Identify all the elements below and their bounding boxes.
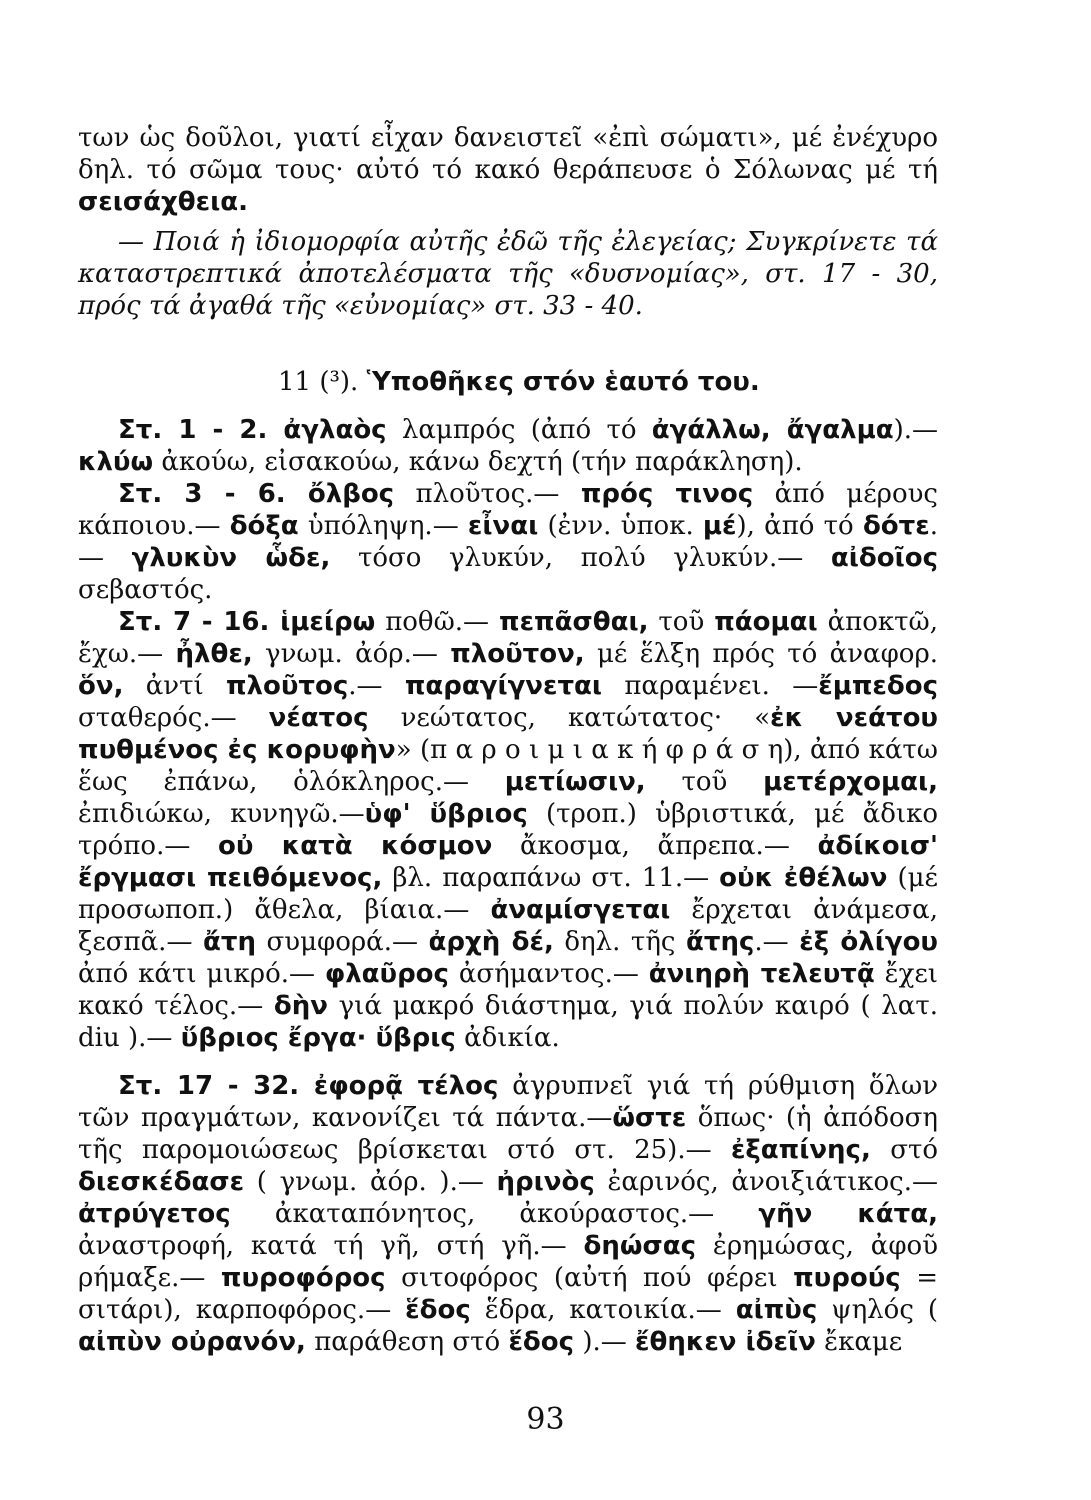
term: διεσκέδασε	[78, 1167, 245, 1197]
term: αἰπὺς	[735, 1295, 818, 1325]
term: πυροφόρος	[220, 1263, 386, 1293]
term: γλυκὺν ὧδε,	[131, 543, 331, 573]
text: ψηλός (	[817, 1295, 938, 1325]
verse-label: Στ. 7 - 16.	[118, 607, 270, 637]
text: ἀγρυπνεῖ γιά τή ρύθμιση ὅλων τῶν πραγμάτων, κανονίζει τά πάντα.—	[78, 1071, 939, 1133]
text: τοῦ	[648, 607, 715, 637]
term: δὴν	[273, 991, 328, 1021]
text: .—	[78, 511, 938, 573]
text: ἀπό κάτι μικρό.—	[78, 959, 325, 989]
term: πάομαι	[714, 607, 818, 637]
question-paragraph: — Ποιά ἡ ἰδιομορφία αὐτῆς ἐδῶ τῆς ἐλεγείας; Συγκρίνετε τά καταστρεπτικά ἀποτελέσματα τῆς «δυσνομίας», στ. 17 - 30, πρός τά ἀγαθά τῆς «εὐνομίας» στ. 33 - 40.	[78, 227, 938, 321]
text: (τροπ.) ὑβριστικά, μέ ἄδικο τρόπο.—	[78, 799, 938, 861]
term: ἔμπεδος	[818, 671, 938, 701]
term: ἄτης	[686, 927, 755, 957]
term: ἐφορᾷ τέλος	[299, 1071, 499, 1101]
term: ἕδος	[508, 1327, 575, 1357]
term: ἀδίκοισ' ἔργμασι πειθόμενος,	[78, 831, 938, 893]
text: σταθερός.—	[78, 703, 269, 733]
term: ὄλβος	[285, 479, 395, 509]
heading-title: Ὑποθῆκες στόν ἑαυτό του.	[366, 367, 760, 397]
text: ἀπό μέρους κάποιου.—	[78, 479, 938, 541]
text: γιά μακρό διάστημα, γιά πολύν καιρό ( λατ. diu ).—	[78, 991, 938, 1053]
term: ἀνιηρὴ τελευτᾷ	[648, 959, 875, 989]
text: .—	[754, 927, 800, 957]
text: ἀναστροφή, κατά τή γῆ, στή γῆ.—	[78, 1231, 584, 1261]
text: ἀκούω, εἰσακούω, κάνω δεχτή (τήν παράκληση).	[153, 447, 803, 477]
text: ἔρχεται ἀνάμεσα, ξεσπᾶ.—	[78, 895, 938, 957]
text: ἀσήμαντος.—	[448, 959, 649, 989]
page-body	[78, 122, 938, 1358]
term: πρός τινος	[580, 479, 754, 509]
term: ἕδος	[405, 1295, 471, 1325]
term: ἠρινὸς	[496, 1167, 595, 1197]
term: δόξα	[229, 511, 299, 541]
text: .—	[348, 671, 405, 701]
term: ἀτρύγετος	[78, 1199, 231, 1229]
text: δηλ. τῆς	[553, 927, 687, 957]
text: βλ. παραπάνω στ. 11.—	[382, 863, 720, 893]
text: ἕδρα, κατοικία.—	[470, 1295, 736, 1325]
intro-paragraph	[78, 122, 938, 218]
text: συμφορά.—	[255, 927, 429, 957]
text: στό	[870, 1135, 938, 1165]
term: οὐκ ἐθέλων	[719, 863, 888, 893]
verse-label: Στ. 17 - 32.	[118, 1071, 300, 1101]
term: πυρούς	[793, 1263, 901, 1293]
term: ἀρχὴ δέ,	[428, 927, 554, 957]
term: οὐ κατὰ κόσμον	[217, 831, 493, 861]
section-heading	[78, 366, 938, 398]
term: παραγίγνεται	[404, 671, 603, 701]
verse-label: Στ. 3 - 6.	[118, 479, 286, 509]
term: μετέρχομαι,	[763, 767, 939, 797]
text: » (π α ρ ο ι μ ι α κ ή φ ρ ά σ η), ἀπό κάτω ἕως ἐπάνω, ὁλόκληρος.—	[78, 735, 939, 797]
term: αἰδοῖος	[830, 543, 939, 573]
term: αἰπὺν οὐρανόν,	[78, 1327, 306, 1357]
text: πλοῦτος.—	[394, 479, 581, 509]
term: νέατος	[268, 703, 369, 733]
term: σεισάχθεια.	[78, 187, 248, 217]
text: παράθεση στό	[305, 1327, 509, 1357]
text: (μέ προσωποπ.) ἄθελα, βίαια.—	[78, 863, 938, 925]
term: μέ	[702, 511, 737, 541]
term: ἔθηκεν ἰδεῖν	[635, 1327, 816, 1357]
term: δηώσας	[583, 1231, 696, 1261]
page-number: 93	[526, 1402, 565, 1437]
term: ἀναμίσγεται	[490, 895, 671, 925]
heading-number: 11 (³).	[278, 367, 367, 397]
gloss-verses-7-16	[78, 606, 938, 1054]
text: ), ἀπό τό	[736, 511, 863, 541]
term: εἶναι	[467, 511, 539, 541]
term: πλοῦτος	[225, 671, 349, 701]
gloss-verses-17-32	[78, 1070, 938, 1358]
term: κλύω	[78, 447, 154, 477]
term: ὑφ' ὕβριος	[364, 799, 528, 829]
text: ἀκαταπόνητος, ἀκούραστος.—	[230, 1199, 759, 1229]
term: μετίωσιν,	[504, 767, 646, 797]
verse-label: Στ. 1 - 2.	[118, 415, 268, 445]
term: ἀγλαὸς	[267, 415, 387, 445]
text: ἀδικία.	[455, 1023, 560, 1053]
text: ὅπως· (ἡ ἀπόδοση τῆς παρομοιώσεως βρίσκεται στό στ. 25).—	[78, 1103, 938, 1165]
term: ἐξαπίνης,	[730, 1135, 871, 1165]
text: ἀποκτῶ, ἔχω.—	[78, 607, 939, 669]
text: ἐαρινός, ἀνοιξιάτικος.—	[594, 1167, 939, 1197]
text: νεώτατος, κατώτατος· «	[368, 703, 771, 733]
text: = σιτάρι), καρποφόρος.—	[78, 1263, 938, 1325]
term: ὕβριος ἔργα· ὕβρις	[180, 1023, 456, 1053]
text: παραμένει. —	[602, 671, 819, 701]
text: γνωμ. ἀόρ.—	[252, 639, 451, 669]
text: τόσο γλυκύν, πολύ γλυκύν.—	[330, 543, 831, 573]
text: μέ ἕλξη πρός τό ἀναφορ.	[584, 639, 939, 669]
gloss-verses-1-2	[78, 414, 938, 478]
text: ( γνωμ. ἀόρ. ).—	[244, 1167, 497, 1197]
text: τοῦ	[645, 767, 764, 797]
text: ἐπιδιώκω, κυνηγῶ.—	[78, 799, 365, 829]
term: ἄτη	[203, 927, 256, 957]
text: ἔχει κακό τέλος.—	[78, 959, 938, 1021]
text: ἐρημώσας, ἀφοῦ ρήμαξε.—	[78, 1231, 939, 1293]
term: πεπᾶσθαι,	[499, 607, 649, 637]
term: ἱμείρω	[269, 607, 376, 637]
text: ἔκαμε	[815, 1327, 903, 1357]
term: ὅν,	[78, 671, 124, 701]
text: ποθῶ.—	[375, 607, 500, 637]
term: ὥστε	[612, 1103, 687, 1133]
text: ).—	[893, 415, 939, 445]
text: λαμπρός (ἀπό τό	[386, 415, 652, 445]
term: ἐξ ὀλίγου	[799, 927, 938, 957]
text: σιτοφόρος (αὐτή πού φέρει	[385, 1263, 794, 1293]
text: ἄκοσμα, ἄπρεπα.—	[492, 831, 818, 861]
term: πλοῦτον,	[450, 639, 585, 669]
text: σεβαστός.	[78, 575, 213, 605]
term: φλαῦρος	[324, 959, 449, 989]
text: των ὡς δοῦλοι, γιατί εἶχαν δανειστεῖ «ἐπὶ σώματι», μέ ἐνέχυρο δηλ. τό σῶμα τους· αὐτό τό κακό θεράπευσε ὁ Σόλωνας μέ τή	[78, 123, 938, 185]
term: γῆν κάτα,	[758, 1199, 938, 1229]
text: ὑπόληψη.—	[298, 511, 468, 541]
term: δότε	[862, 511, 930, 541]
text: ).—	[574, 1327, 635, 1357]
text: ἀντί	[123, 671, 226, 701]
term: ἦλθε,	[175, 639, 253, 669]
term: ἐκ νεάτου πυθμένος ἐς κορυφὴν	[78, 703, 938, 765]
term: ἀγάλλω, ἄγαλμα	[651, 415, 894, 445]
text: (ἐνν. ὑποκ.	[538, 511, 703, 541]
gloss-verses-3-6	[78, 478, 938, 606]
